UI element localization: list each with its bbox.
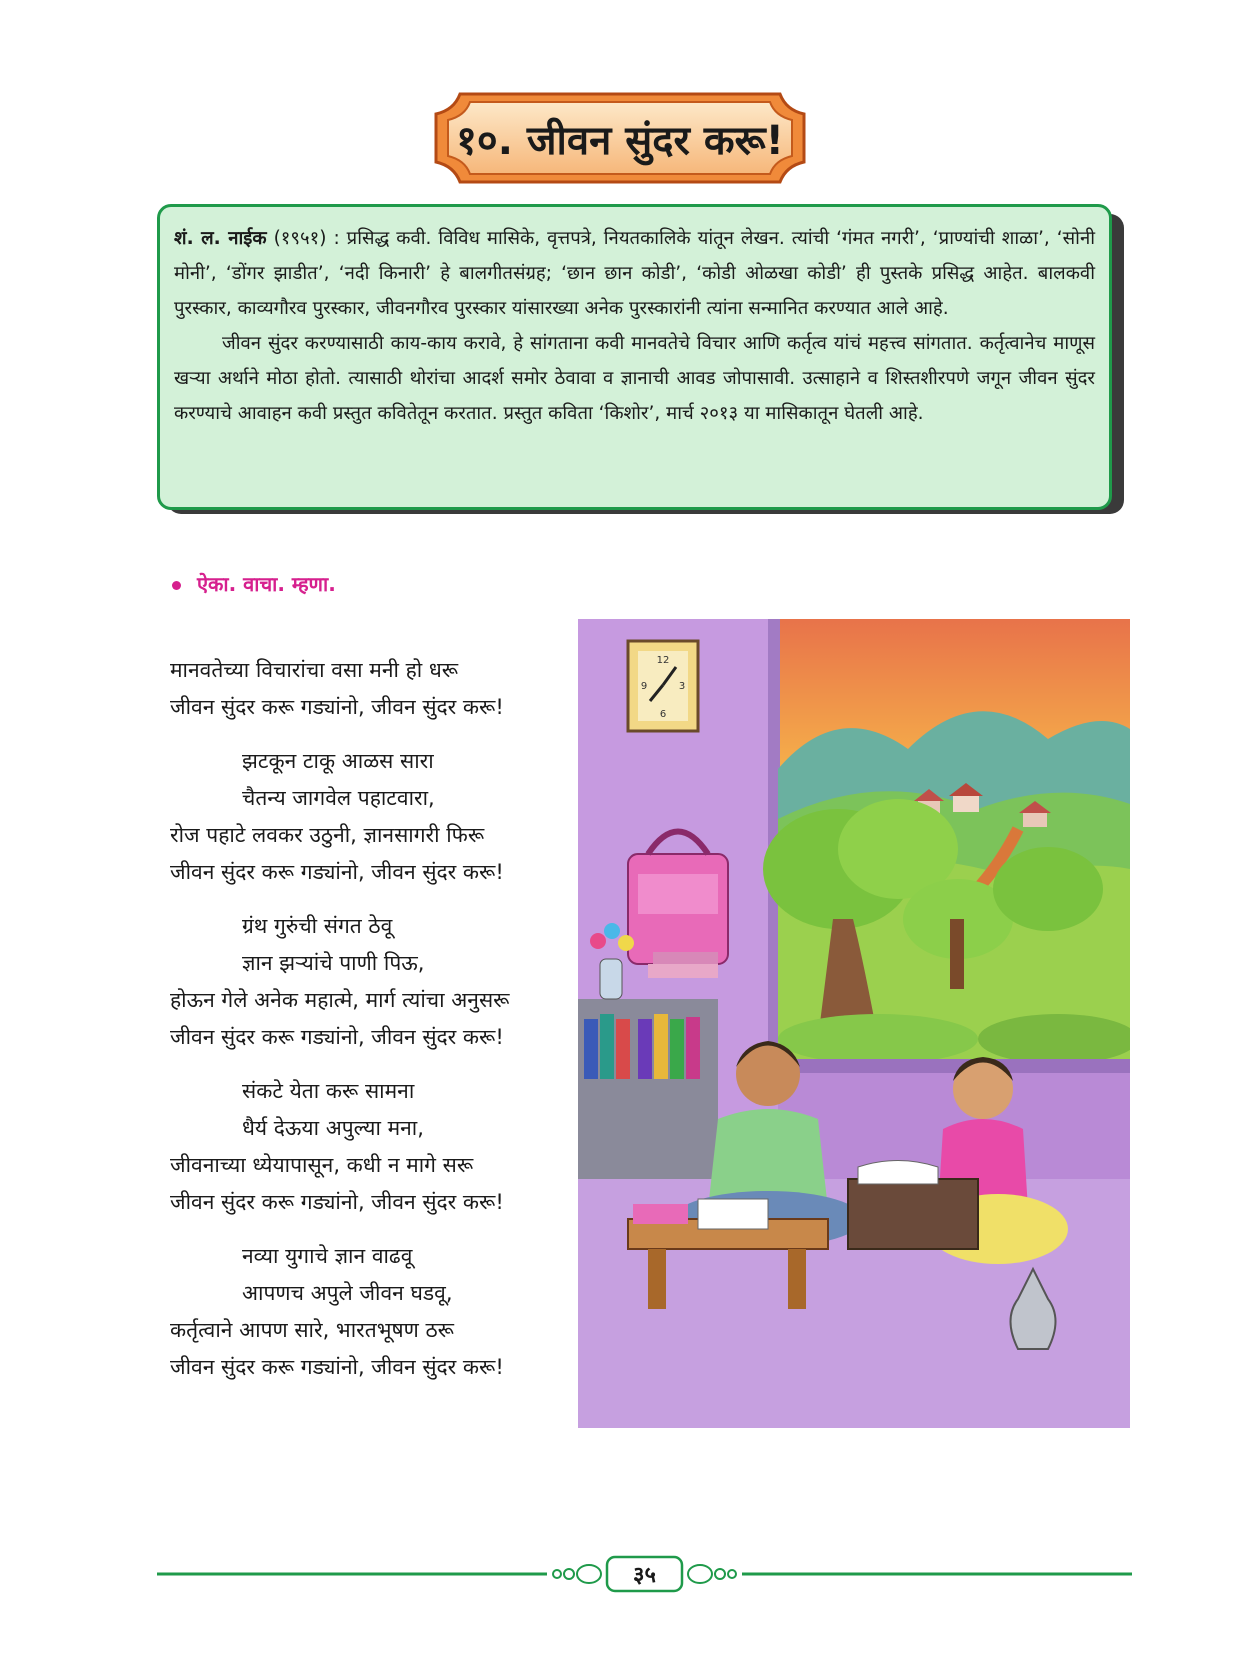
poem-stanza-2	[170, 743, 570, 891]
poem-refrain: जीवन सुंदर करू गड्यांनो, जीवन सुंदर करू!	[170, 1355, 504, 1379]
clock-numeral-9: 9	[640, 681, 648, 692]
poem-line: चैतन्य जागवेल पहाटवारा,	[242, 786, 435, 810]
chapter-title-banner	[430, 88, 810, 188]
poem-stanza-1	[170, 652, 570, 726]
poem-line: ज्ञान झऱ्यांचे पाणी पिऊ,	[242, 951, 425, 975]
poem-refrain: जीवन सुंदर करू गड्यांनो, जीवन सुंदर करू!	[170, 860, 504, 884]
poem-stanza-4	[170, 1073, 570, 1221]
poem-line: आपणच अपुले जीवन घडवू,	[242, 1281, 453, 1305]
instruction-text: ऐका. वाचा. म्हणा.	[197, 572, 336, 596]
poem-refrain: जीवन सुंदर करू गड्यांनो, जीवन सुंदर करू!	[170, 1190, 504, 1214]
author-bio: (१९५१) : प्रसिद्ध कवी. विविध मासिके, वृत्तपत्रे, नियतकालिके यांतून लेखन. त्यांची ‘गंमत नगरी’, ‘प्राण्यांची शाळा’, ‘सोनी मोनी’, ‘डोंगर झाडीत’, ‘नदी किनारी’ हे बालगीतसंग्रह; ‘छान छान कोडी’, ‘कोडी ओळखा कोडी’ ही पुस्तके प्रसिद्ध आहेत. बालकवी पुरस्कार, काव्यगौरव पुरस्कार, जीवनगौरव पुरस्कार यांसारख्या अनेक पुरस्कारांनी त्यांना सन्मानित करण्यात आले आहे.	[174, 228, 1095, 319]
poem-line: कर्तृत्वाने आपण सारे, भारतभूषण ठरू	[170, 1318, 454, 1342]
page-number: ३५	[633, 1563, 656, 1588]
poem	[170, 652, 570, 1403]
intro-paragraph-2: जीवन सुंदर करण्यासाठी काय-काय करावे, हे सांगताना कवी मानवतेचे विचार आणि कर्तृत्व यांचं महत्त्व सांगतात. कर्तृत्वानेच माणूस खऱ्या अर्थाने मोठा होतो. त्यासाठी थोरांचा आदर्श समोर ठेवावा व ज्ञानाची आवड जोपासावी. उत्साहाने व शिस्तशीरपणे जगून जीवन सुंदर करण्याचे आवाहन कवी प्रस्तुत कवितेतून करतात. प्रस्तुत कविता ‘किशोर’, मार्च २०१३ या मासिकातून घेतली आहे.	[174, 333, 1095, 424]
poem-line: जीवनाच्या ध्येयापासून, कधी न मागे सरू	[170, 1153, 474, 1177]
poem-stanza-3	[170, 908, 570, 1056]
poem-line: होऊन गेले अनेक महात्मे, मार्ग त्यांचा अनुसरू	[170, 988, 510, 1012]
instruction-heading	[172, 570, 336, 597]
poem-line: झटकून टाकू आळस सारा	[242, 749, 434, 773]
poem-line: मानवतेच्या विचारांचा वसा मनी हो धरू	[170, 658, 459, 682]
chapter-title: १०. जीवन सुंदर करू!	[456, 117, 784, 164]
page-footer	[157, 1550, 1132, 1600]
poem-line: संकटे येता करू सामना	[242, 1079, 415, 1103]
clock-numeral-3: 3	[678, 681, 686, 692]
illustration-children-studying	[578, 619, 1130, 1428]
room-scene-icon	[578, 619, 1130, 1428]
intro-box	[157, 204, 1112, 510]
poem-refrain: जीवन सुंदर करू गड्यांनो, जीवन सुंदर करू!	[170, 1025, 504, 1049]
poem-line: धैर्य देऊया अपुल्या मना,	[242, 1116, 424, 1140]
poem-line: रोज पहाटे लवकर उठुनी, ज्ञानसागरी फिरू	[170, 823, 485, 847]
clock-numeral-12: 12	[656, 655, 670, 666]
clock-numeral-6: 6	[659, 709, 667, 720]
poem-stanza-5	[170, 1238, 570, 1386]
author-name: शं. ल. नाईक	[174, 228, 267, 249]
intro-paragraph-1	[174, 221, 1095, 326]
poem-refrain: जीवन सुंदर करू गड्यांनो, जीवन सुंदर करू!	[170, 695, 504, 719]
bullet-icon	[172, 581, 181, 590]
poem-line: नव्या युगाचे ज्ञान वाढवू	[242, 1244, 413, 1268]
poem-line: ग्रंथ गुरुंची संगत ठेवू	[242, 914, 393, 938]
